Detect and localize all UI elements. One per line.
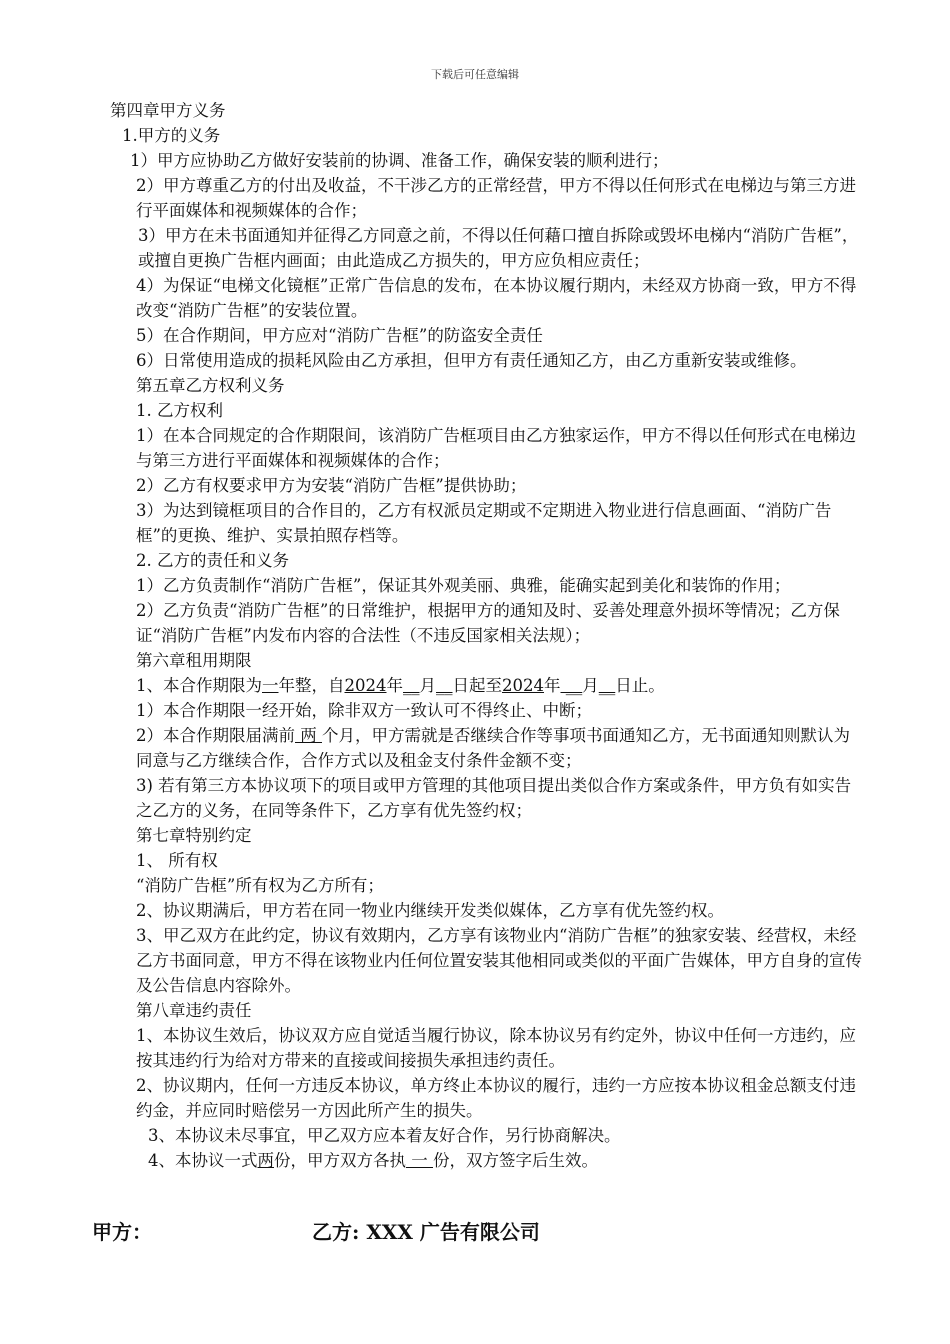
copies-text-3: 份，双方签字后生效。 [433, 1151, 598, 1170]
paragraph: 2）乙方负责“消防广告框”的日常维护，根据甲方的通知及时、妥善处理意外损坏等情况；乙方保证“消防广告框”内发布内容的合法性（不违反国家相关法规）； [136, 601, 840, 645]
paragraph: 1）本合作期限一经开始，除非双方一致认可不得终止、中断； [136, 701, 592, 720]
party-b-label: 乙方: XXX 广告有限公司 [312, 1220, 540, 1244]
paragraph: 2）乙方有权要求甲方为安装“消防广告框”提供协助； [136, 476, 527, 495]
paragraph: 3）为达到镜框项目的合作目的，乙方有权派员定期或不定期进入物业进行信息画面、“消防广告框”的更换、维护、实景拍照存档等。 [136, 501, 832, 545]
term-text-4: 月 [419, 676, 436, 695]
term-years: 一 [262, 676, 279, 695]
paragraph-group-3 [92, 773, 862, 1148]
term-text-6: 年 [544, 676, 561, 695]
term-text-5: 日起至 [452, 676, 502, 695]
paragraph: 2. 乙方的责任和义务 [136, 551, 289, 570]
renewal-text-2: 个月，甲方需就是否继续合作等事项书面通知乙方，无书面通知则默认为同意与乙方继续合作，合作方式以及租金支付条件金额不变； [136, 726, 850, 770]
paragraph: 第七章特别约定 [136, 826, 252, 845]
party-a-label: 甲方： [92, 1220, 152, 1244]
term-blank-month-2: __ [560, 676, 583, 695]
copies-text-2: 份，甲方双方各执 [274, 1151, 406, 1170]
paragraph: 3）甲方在未书面通知并征得乙方同意之前，不得以任何藉口擅自拆除或毁坏电梯内“消防广告框”，或擅自更换广告框内画面；由此造成乙方损失的，甲方应负相应责任； [138, 226, 859, 270]
paragraph: 1、本协议生效后，协议双方应自觉适当履行协议，除本协议另有约定外，协议中任何一方违约，应按其违约行为给对方带来的直接或间接损失承担违约责任。 [136, 1026, 856, 1070]
term-paragraph [92, 673, 862, 698]
paragraph: 第八章违约责任 [136, 1001, 252, 1020]
renewal-text-1: 2）本合作期限届满前 [136, 726, 295, 745]
paragraph: 第五章乙方权利义务 [136, 376, 285, 395]
page-header: 下载后可任意编辑 [431, 68, 519, 81]
term-start-year: 2024 [344, 676, 387, 695]
copies-each: 一 [406, 1151, 433, 1170]
paragraph: 1）甲方应协助乙方做好安装前的协调、准备工作，确保安装的顺利进行； [130, 151, 669, 170]
paragraph: 第六章租用期限 [136, 651, 252, 670]
paragraph: 2、协议期满后，甲方若在同一物业内继续开发类似媒体，乙方享有优先签约权。 [136, 901, 724, 920]
term-blank-day-1: __ [436, 676, 453, 695]
paragraph: 2）甲方尊重乙方的付出及收益，不干涉乙方的正常经营，甲方不得以任何形式在电梯边与第三方进行平面媒体和视频媒体的合作； [136, 176, 856, 220]
renewal-paragraph [92, 723, 862, 773]
paragraph: 3、甲乙双方在此约定，协议有效期内，乙方享有该物业内“消防广告框”的独家安装、经营权，未经乙方书面同意，甲方不得在该物业内任何位置安装其他相同或类似的平面广告媒体，甲方自身的宣传及公告信息内容除外。 [136, 926, 862, 995]
term-blank-month-1: __ [403, 676, 420, 695]
paragraph: 1、 所有权 [136, 851, 218, 870]
paragraph-group-2 [92, 698, 862, 723]
paragraph: 4）为保证“电梯文化镜框”正常广告信息的发布，在本协议履行期内，未经双方协商一致，甲方不得改变“消防广告框”的安装位置。 [136, 276, 857, 320]
copies-text-1: 4、本协议一式 [148, 1151, 258, 1170]
term-end-year: 2024 [502, 676, 544, 695]
paragraph: 1）乙方负责制作“消防广告框”，保证其外观美丽、典雅，能确实起到美化和装饰的作用； [136, 576, 791, 595]
term-text-1: 1、本合作期限为 [136, 676, 262, 695]
signature-block [92, 1217, 862, 1247]
paragraph: 第四章甲方义务 [110, 101, 226, 120]
copies-paragraph [92, 1148, 862, 1173]
renewal-months: 两 [295, 726, 322, 745]
document-body [92, 98, 862, 1173]
copies-count: 两 [257, 1151, 274, 1170]
term-text-7: 月 [582, 676, 599, 695]
term-text-3: 年 [386, 676, 403, 695]
paragraph: 1. 乙方权利 [136, 401, 223, 420]
paragraph: 1.甲方的义务 [122, 126, 221, 145]
term-text-2: 年整，自 [278, 676, 345, 695]
term-blank-day-2: __ [598, 676, 616, 695]
paragraph-group-1 [92, 98, 862, 673]
paragraph: 2、协议期内，任何一方违反本协议，单方终止本协议的履行，违约一方应按本协议租金总额支付违约金，并应同时赔偿另一方因此所产生的损失。 [136, 1076, 856, 1120]
paragraph: 1）在本合同规定的合作期限间，该消防广告框项目由乙方独家运作，甲方不得以任何形式在电梯边与第三方进行平面媒体和视频媒体的合作； [136, 426, 856, 470]
paragraph: 3) 若有第三方本协议项下的项目或甲方管理的其他项目提出类似合作方案或条件，甲方负有如实告之乙方的义务，在同等条件下，乙方享有优先签约权； [136, 776, 852, 820]
term-text-8: 日止。 [615, 676, 665, 695]
paragraph: 3、本协议未尽事宜，甲乙双方应本着友好合作，另行协商解决。 [148, 1126, 621, 1145]
paragraph: 6）日常使用造成的损耗风险由乙方承担，但甲方有责任通知乙方，由乙方重新安装或维修。 [136, 351, 807, 370]
paragraph: “消防广告框”所有权为乙方所有； [136, 876, 384, 895]
paragraph: 5）在合作期间，甲方应对“消防广告框”的防盗安全责任 [136, 326, 543, 345]
